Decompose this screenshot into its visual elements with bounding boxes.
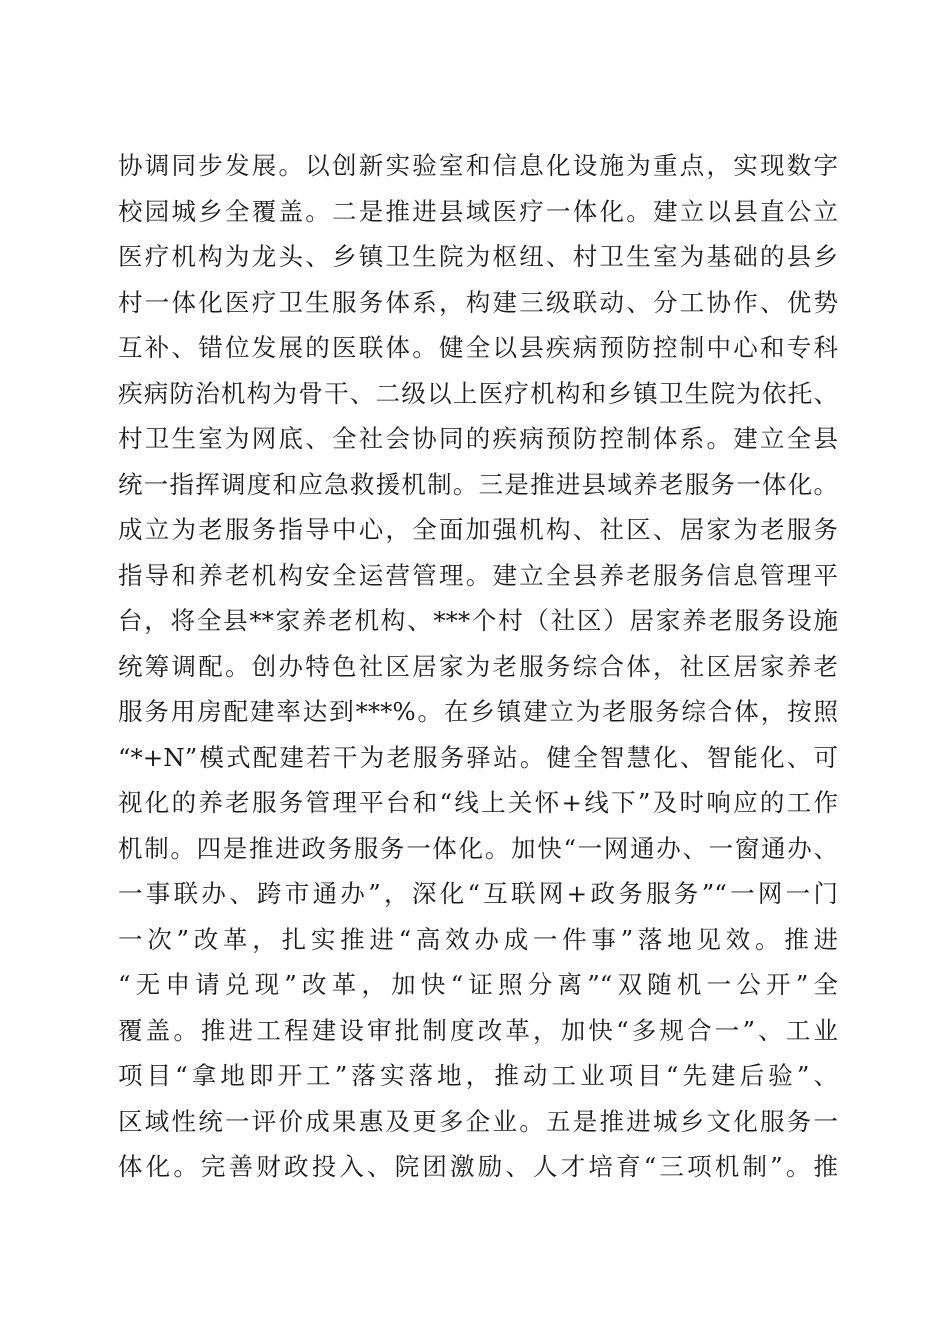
text-line: 成立为老服务指导中心，全面加强机构、社区、居家为老服务 — [118, 515, 838, 544]
text-line: 统筹调配。创办特色社区居家为老服务综合体，社区居家养老 — [118, 651, 838, 681]
text-line: “*+N”模式配建若干为老服务驿站。健全智慧化、智能化、可 — [118, 742, 838, 772]
text-line: 台，将全县**家养老机构、***个村（社区）居家养老服务设施 — [118, 606, 838, 635]
body-text — [118, 143, 838, 1190]
text-line: 村一体化医疗卫生服务体系，构建三级联动、分工协作、优势 — [118, 287, 838, 317]
text-line: 一事联办、跨市通办”，深化“互联网+政务服务”“一网一门 — [118, 879, 838, 908]
text-line: 村卫生室为网底、全社会协同的疾病预防控制体系。建立全县 — [118, 424, 838, 453]
text-line: 互补、错位发展的医联体。健全以县疾病预防控制中心和专科 — [118, 333, 838, 362]
text-line: 项目“拿地即开工”落实落地，推动工业项目“先建后验”、 — [118, 1061, 838, 1090]
text-line: 覆盖。推进工程建设审批制度改革，加快“多规合一”、工业 — [118, 1015, 838, 1045]
text-line: 校园城乡全覆盖。二是推进县域医疗一体化。建立以县直公立 — [118, 196, 838, 226]
text-line: 医疗机构为龙头、乡镇卫生院为枢纽、村卫生室为基础的县乡 — [118, 242, 838, 271]
text-line: 区域性统一评价成果惠及更多企业。五是推进城乡文化服务一 — [118, 1106, 838, 1136]
text-line: 一次”改革，扎实推进“高效办成一件事”落地见效。推进 — [118, 924, 838, 954]
text-line: “无申请兑现”改革，加快“证照分离”“双随机一公开”全 — [118, 970, 838, 999]
text-line: 机制。四是推进政务服务一体化。加快“一网通办、一窗通办、 — [118, 833, 838, 863]
text-line: 统一指挥调度和应急救援机制。三是推进县域养老服务一体化。 — [118, 469, 838, 499]
text-line: 体化。完善财政投入、院团激励、人才培育“三项机制”。推 — [118, 1152, 838, 1181]
text-line: 服务用房配建率达到***%。在乡镇建立为老服务综合体，按照 — [118, 697, 838, 726]
text-line: 视化的养老服务管理平台和“线上关怀+线下”及时响应的工作 — [118, 788, 838, 817]
text-line: 指导和养老机构安全运营管理。建立全县养老服务信息管理平 — [118, 560, 838, 590]
text-line: 协调同步发展。以创新实验室和信息化设施为重点，实现数字 — [118, 151, 838, 180]
text-line: 疾病防治机构为骨干、二级以上医疗机构和乡镇卫生院为依托、 — [118, 378, 838, 408]
